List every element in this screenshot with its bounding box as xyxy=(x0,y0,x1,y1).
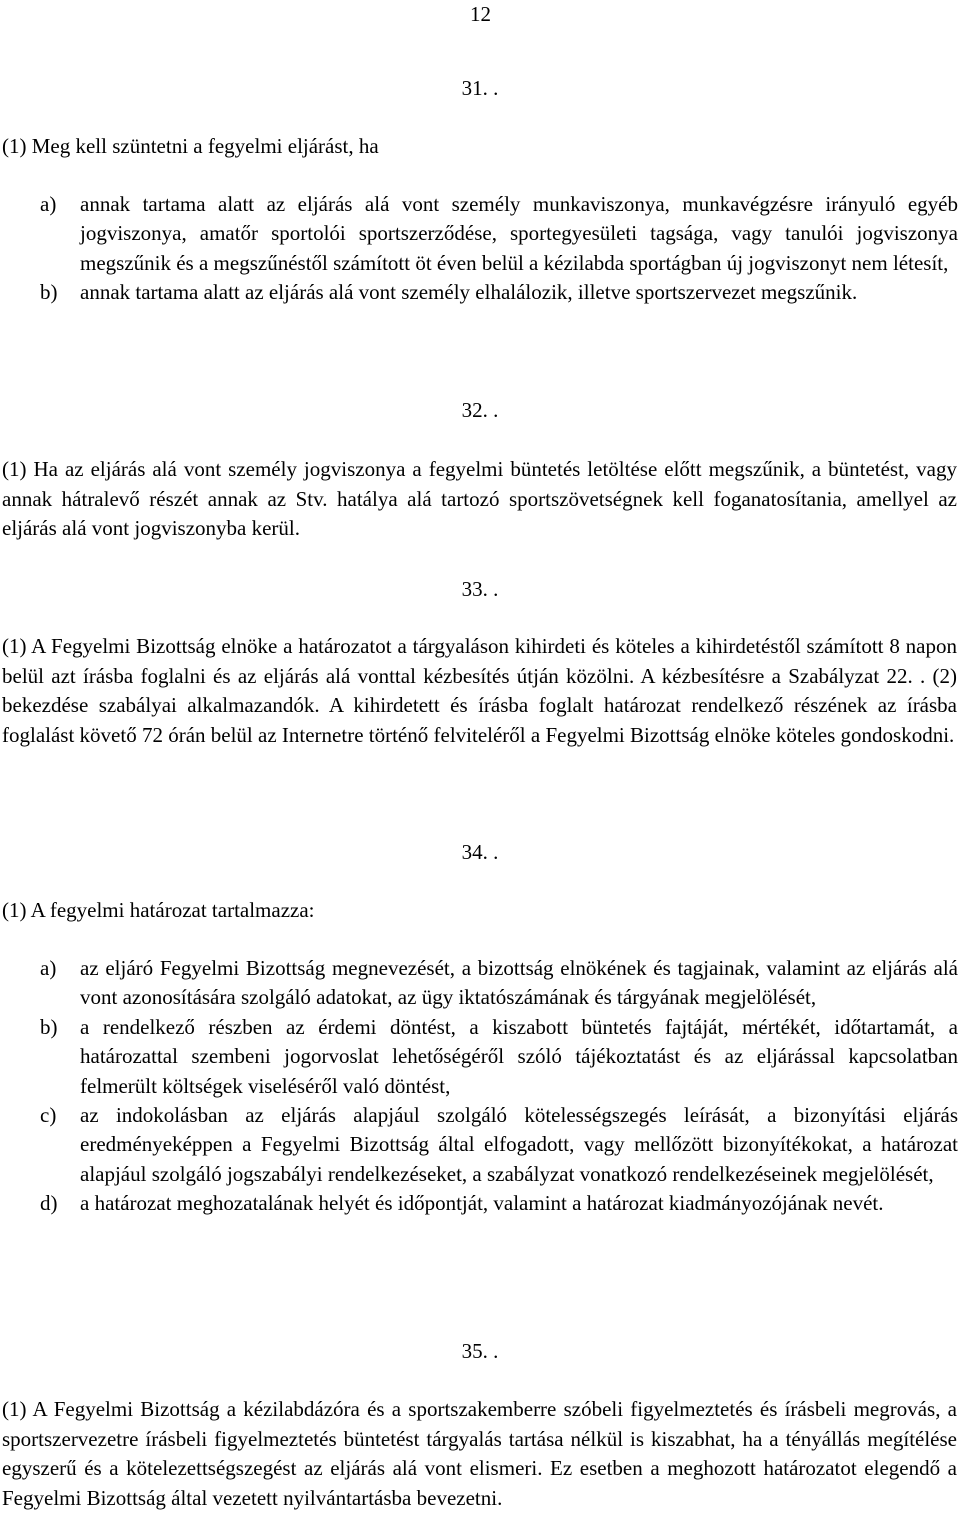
item-text: az indokolásban az eljárás alapjául szolgáló kötelességszegés leírását, a bizonyítási eljárás eredményeképpen a Fegyelmi Bizottság által elfogadott, vagy mellőzött bizonyítékokat, a határozat alapjául szolgáló jogszabályi rendelkezéseket, a szabályzat vonatkozó rendelkezéseinek megjelölését, xyxy=(80,1103,958,1186)
item-text: annak tartama alatt az eljárás alá vont személy munkaviszonya, munkavégzésre irányuló egyéb jogviszonya, amatőr sportolói sportszerződése, sportegyesületi tagsága, vagy tanulói jogviszonya megszűnik és a megszűnéstől számított öt éven belül a kézilabda sportágban új jogviszonyt nem létesít, xyxy=(80,192,958,275)
item-label: a) xyxy=(40,956,57,980)
item-text: a határozat meghozatalának helyét és időpontját, valamint a határozat kiadmányozójának nevét. xyxy=(80,1191,884,1216)
list-item xyxy=(40,1101,958,1189)
section-31-intro: (1) Meg kell szüntetni a fegyelmi eljárást, ha xyxy=(2,134,379,158)
section-34-intro: (1) A fegyelmi határozat tartalmazza: xyxy=(2,898,315,922)
item-label: c) xyxy=(40,1103,57,1128)
section-33-heading: 33. . xyxy=(461,577,499,601)
section-33-paragraph: (1) A Fegyelmi Bizottság elnöke a határozatot a tárgyaláson kihirdeti és köteles a kihirdetéstől számított 8 napon belül azt írásba foglalni és az eljárás alá vonttal kézbesítés útján közölni. A kézbesítésre a Szabályzat 22. . (2) bekezdése szabályai alkalmazandók. A kihirdetett és írásba foglalt határozat rendelkező részének az írásba foglalást követő 72 órán belül az Internetre történő felviteléről a Fegyelmi Bizottság elnöke köteles gondoskodni. xyxy=(2,634,957,747)
list-item xyxy=(40,1189,958,1218)
section-32-heading: 32. . xyxy=(461,398,499,422)
item-label: d) xyxy=(40,1191,58,1216)
section-34-heading: 34. . xyxy=(461,840,499,864)
list-item xyxy=(40,1013,958,1101)
item-label: b) xyxy=(40,280,58,305)
section-31-heading: 31. . xyxy=(461,76,499,100)
section-34-list xyxy=(40,954,958,1219)
section-35-paragraph: (1) A Fegyelmi Bizottság a kézilabdázóra és a sportszakemberre szóbeli figyelmeztetés és írásbeli megrovás, a sportszervezetre írásbeli figyelmeztetés büntetést tárgyalás tartása nélkül is kiszabhat, ha a tényállás megítélése egyszerű és a kötelezettségszegést az eljárás alá vont elismeri. Ez esetben a meghozott határozatot elegendő a Fegyelmi Bizottság által vezetett nyilvántartásba bevezetni. xyxy=(2,1397,957,1510)
section-31-list xyxy=(40,190,958,308)
item-text: annak tartama alatt az eljárás alá vont személy elhalálozik, illetve sportszervezet megszűnik. xyxy=(80,280,858,305)
item-label: a) xyxy=(40,192,57,216)
section-35-heading: 35. . xyxy=(461,1339,499,1363)
item-label: b) xyxy=(40,1014,58,1039)
list-item xyxy=(40,190,958,278)
list-item xyxy=(40,954,958,1013)
item-text: az eljáró Fegyelmi Bizottság megnevezését, a bizottság elnökének és tagjainak, valamint az eljárás alá vont azonosítására szolgáló adatokat, az ügy iktatószámának és tárgyának megjelölését, xyxy=(80,956,958,1010)
section-32-paragraph: (1) Ha az eljárás alá vont személy jogviszonya a fegyelmi büntetés letöltése előtt megszűnik, a büntetést, vagy annak hátralevő részét annak az Stv. hatálya alá tartozó sportszövetségnek kell foganatosítania, amellyel az eljárás alá vont jogviszonyba kerül. xyxy=(2,457,957,540)
item-text: a rendelkező részben az érdemi döntést, a kiszabott büntetés fajtáját, mértékét, időtartamát, a határozattal szembeni jogorvoslat lehetőségéről szóló tájékoztatást és az eljárással kapcsolatban felmerült költségek viseléséről való döntést, xyxy=(80,1014,958,1098)
page-number: 12 xyxy=(470,2,491,26)
list-item xyxy=(40,278,958,307)
